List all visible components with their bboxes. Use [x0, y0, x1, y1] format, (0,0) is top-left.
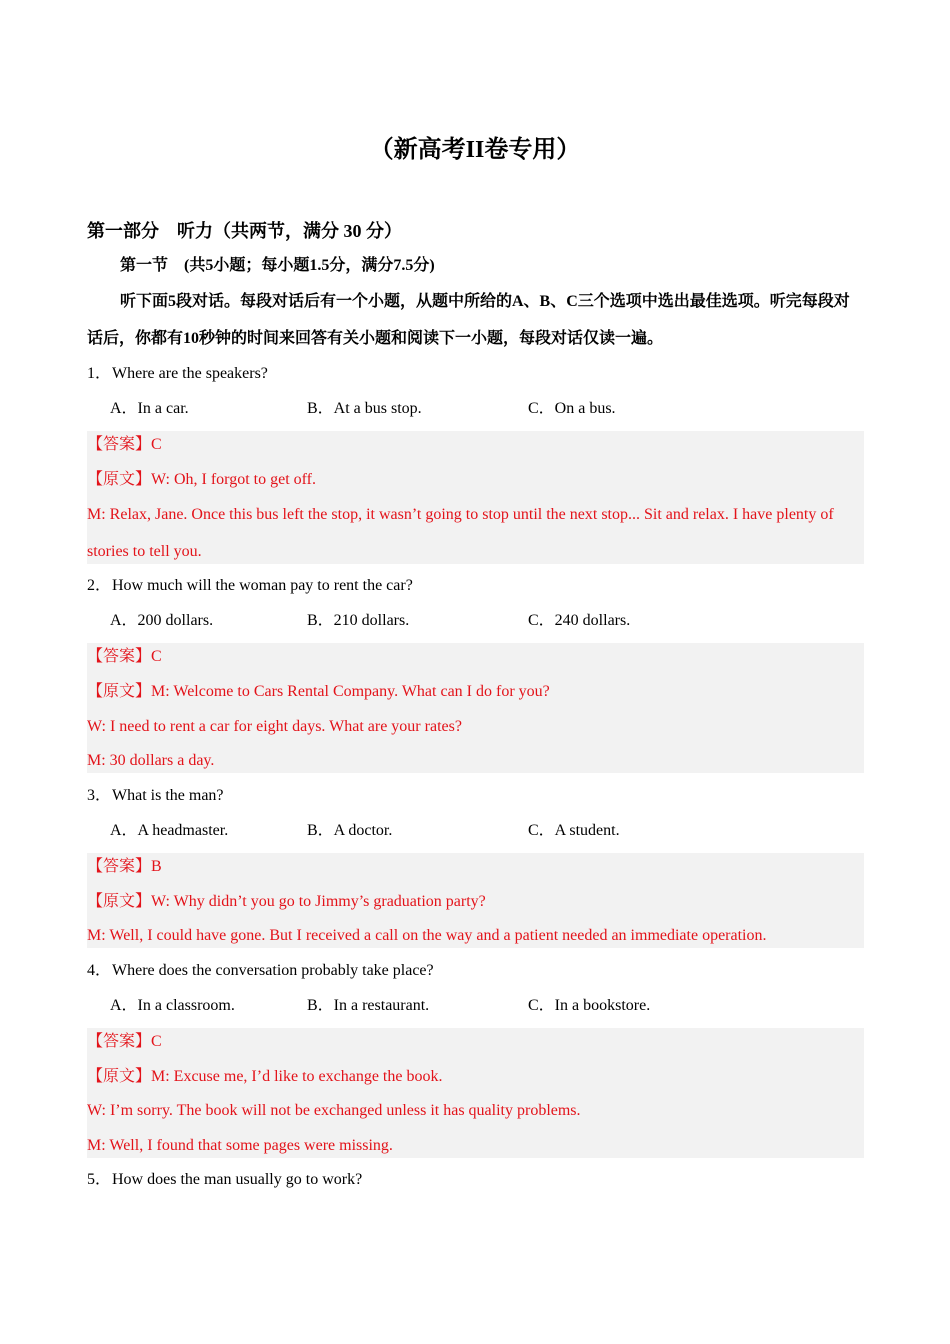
transcript-line: 【原文】M: Excuse me, I’d like to exchange the book.: [87, 1068, 443, 1085]
option-c: C．In a bookstore.: [528, 997, 651, 1014]
answer-box-2: [87, 643, 864, 773]
question-number: 4．: [87, 962, 112, 979]
option-c: C．On a bus.: [528, 400, 616, 417]
question-text: Where does the conversation probably take place?: [112, 962, 434, 979]
answer: 【答案】C: [87, 648, 162, 665]
part-heading: 第一部分 听力（共两节，满分 30 分）: [87, 221, 402, 241]
section-heading: 第一节 (共5小题；每小题1.5分，满分7.5分): [120, 257, 435, 274]
answer: 【答案】B: [87, 858, 162, 875]
option-c: C．240 dollars.: [528, 612, 631, 629]
option-a: A．200 dollars.: [110, 612, 214, 629]
question-text: How does the man usually go to work?: [112, 1171, 363, 1188]
question-4: [87, 957, 434, 985]
option-b: B．At a bus stop.: [307, 400, 422, 417]
instructions: [87, 283, 865, 357]
transcript-line: W: I need to rent a car for eight days. What are your rates?: [87, 718, 462, 735]
transcript-line: M: Well, I found that some pages were missing.: [87, 1137, 393, 1154]
option-b: B．In a restaurant.: [307, 997, 430, 1014]
instructions-text: 听下面5段对话。每段对话后有一个小题，从题中所给的A、B、C三个选项中选出最佳选项。听完每段对话后，你都有10秒钟的时间来回答有关小题和阅读下一小题，每段对话仅读一遍。: [87, 293, 850, 347]
transcript-line: M: Well, I could have gone. But I received a call on the way and a patient needed an immediate operation.: [87, 927, 767, 944]
question-number: 3．: [87, 787, 112, 804]
question-number: 2．: [87, 577, 112, 594]
option-c: C．A student.: [528, 822, 620, 839]
option-a: A．A headmaster.: [110, 822, 229, 839]
answer: 【答案】C: [87, 1033, 162, 1050]
answer-box-3: [87, 853, 864, 948]
option-a: A．In a car.: [110, 400, 189, 417]
option-b: B．210 dollars.: [307, 612, 410, 629]
question-1: [87, 360, 268, 388]
transcript-line: 【原文】W: Why didn’t you go to Jimmy’s graduation party?: [87, 893, 486, 910]
answer-box-1: [87, 431, 864, 564]
transcript-line: W: I’m sorry. The book will not be exchanged unless it has quality problems.: [87, 1102, 581, 1119]
question-text: How much will the woman pay to rent the car?: [112, 577, 413, 594]
question-text: Where are the speakers?: [112, 365, 268, 382]
transcript-line: M: 30 dollars a day.: [87, 752, 215, 769]
question-number: 5．: [87, 1171, 112, 1188]
question-3: [87, 782, 224, 810]
question-5: [87, 1166, 362, 1194]
answer: 【答案】C: [87, 436, 162, 453]
page-title: （新高考II卷专用）: [369, 137, 581, 163]
transcript-line: 【原文】W: Oh, I forgot to get off.: [87, 471, 317, 488]
option-a: A．In a classroom.: [110, 997, 235, 1014]
answer-box-4: [87, 1028, 864, 1158]
option-b: B．A doctor.: [307, 822, 393, 839]
transcript-line: M: Relax, Jane. Once this bus left the stop, it wasn’t going to stop until the next stop... Sit and relax. I have plenty of stories to tell you.: [87, 506, 834, 560]
question-text: What is the man?: [112, 787, 224, 804]
transcript-line: 【原文】M: Welcome to Cars Rental Company. What can I do for you?: [87, 683, 550, 700]
question-2: [87, 572, 413, 600]
question-number: 1．: [87, 365, 112, 382]
